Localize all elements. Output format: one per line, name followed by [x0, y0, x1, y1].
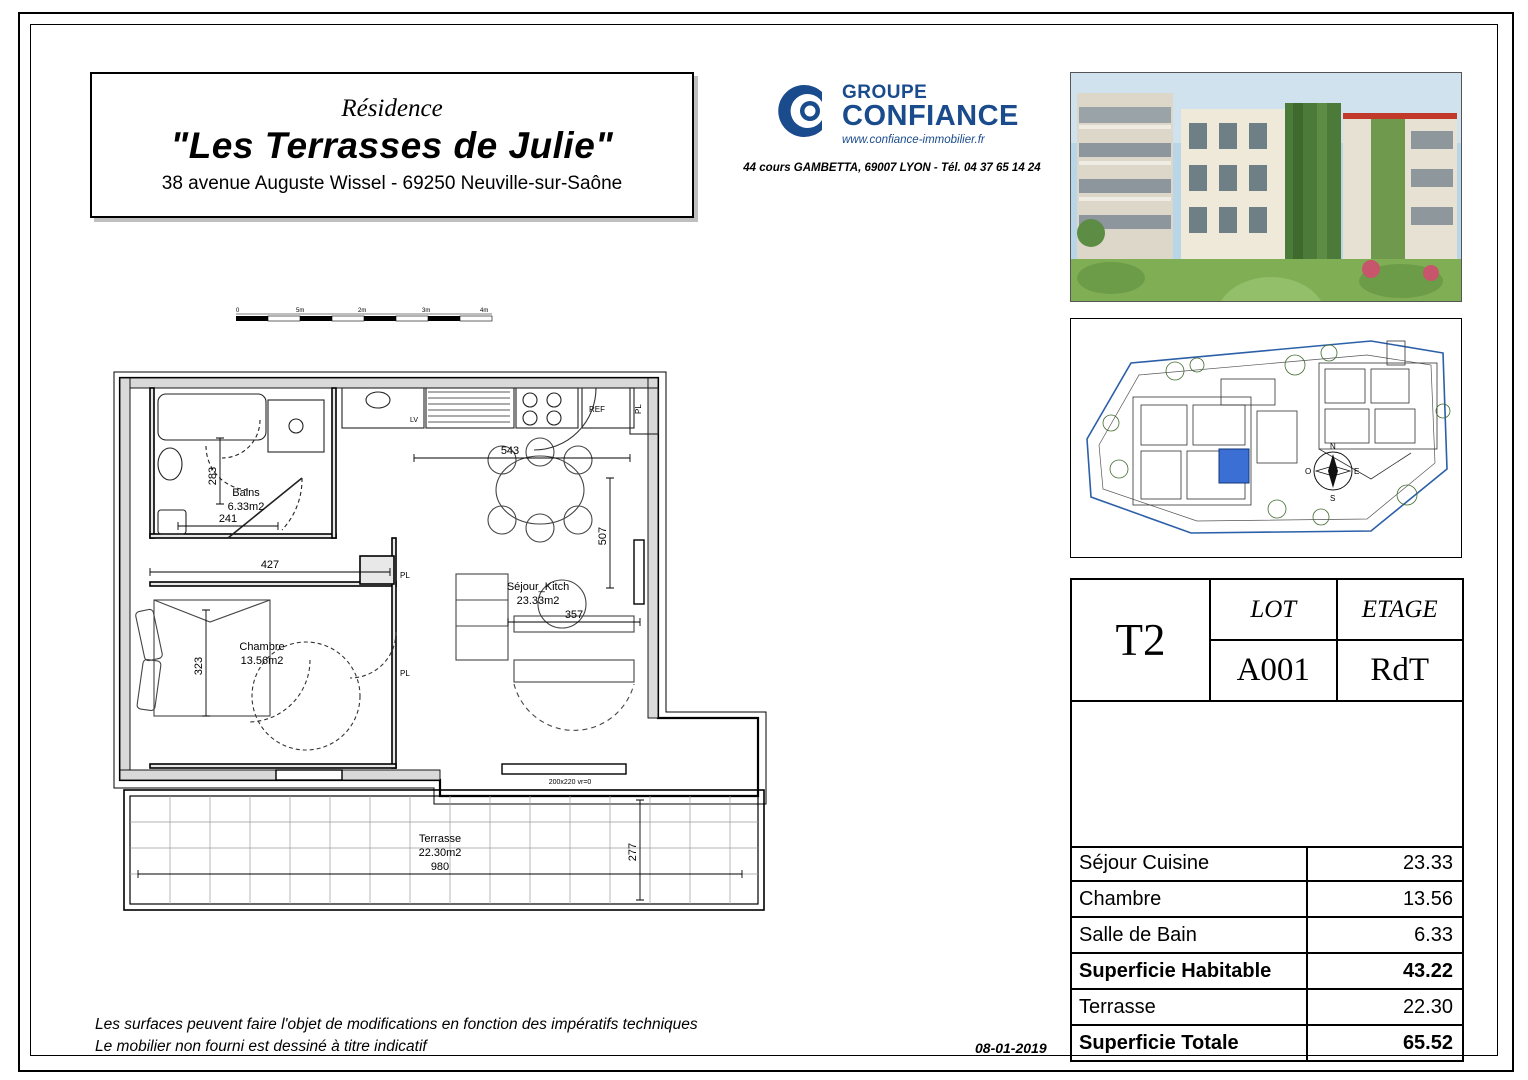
logo-website: www.confiance-immobilier.fr — [842, 134, 985, 146]
svg-text:23.33m2: 23.33m2 — [516, 595, 560, 607]
residence-name: "Les Terrasses de Julie" — [170, 125, 614, 166]
scale-bar — [236, 305, 494, 327]
surface-value: 23.33 — [1402, 851, 1453, 874]
svg-text:N: N — [1330, 442, 1336, 451]
surface-value: 6.33 — [1414, 923, 1453, 946]
building-photo — [1070, 72, 1462, 302]
svg-text:543: 543 — [500, 445, 520, 457]
table-row — [1072, 1024, 1462, 1060]
logo-address: 44 cours GAMBETTA, 69007 LYON - Tél. 04 37 65 14 24 — [743, 162, 1041, 174]
svg-text:PL: PL — [400, 571, 410, 580]
svg-text:13.56m2: 13.56m2 — [240, 655, 284, 667]
svg-text:980: 980 — [430, 861, 450, 873]
surfaces-table — [1070, 846, 1464, 1062]
surface-label: Salle de Bain — [1072, 918, 1308, 952]
floor-plan — [110, 360, 800, 940]
residence-label: Résidence — [341, 95, 443, 122]
svg-text:E: E — [1354, 467, 1360, 476]
table-row — [1072, 916, 1462, 952]
svg-text:283: 283 — [207, 466, 219, 486]
svg-text:277: 277 — [627, 842, 639, 862]
surface-label: Séjour Cuisine — [1072, 846, 1308, 880]
svg-text:PL: PL — [634, 404, 643, 414]
svg-text:5m: 5m — [296, 308, 305, 314]
svg-text:323: 323 — [193, 656, 205, 676]
surface-label: Superficie Habitable — [1072, 954, 1308, 988]
table-row — [1072, 880, 1462, 916]
etage-header: ETAGE — [1361, 595, 1438, 623]
svg-text:2m: 2m — [358, 308, 367, 314]
surface-label: Superficie Totale — [1072, 1026, 1308, 1060]
svg-text:Terrasse: Terrasse — [418, 833, 462, 845]
svg-text:O: O — [1305, 467, 1312, 476]
svg-text:241: 241 — [218, 513, 238, 525]
svg-text:Séjour_Kitch: Séjour_Kitch — [506, 581, 570, 593]
surface-label: Chambre — [1072, 882, 1308, 916]
lot-header: LOT — [1211, 580, 1338, 639]
table-row — [1072, 846, 1462, 880]
footer-disclaimer — [95, 1014, 855, 1059]
etage-value: RdT — [1370, 652, 1430, 688]
svg-text:3m: 3m — [422, 308, 431, 314]
logo-line-1: GROUPE — [842, 82, 928, 103]
plan-date: 08-01-2019 — [975, 1040, 1047, 1056]
svg-text:Chambre: Chambre — [239, 641, 285, 653]
svg-text:Bains: Bains — [232, 487, 260, 499]
title-block — [90, 72, 694, 218]
svg-text:507: 507 — [597, 526, 609, 546]
svg-text:22.30m2: 22.30m2 — [418, 847, 462, 859]
svg-text:REF: REF — [589, 405, 605, 414]
svg-text:6.33m2: 6.33m2 — [227, 501, 265, 513]
apartment-type: T2 — [1072, 580, 1211, 700]
surface-value: 65.52 — [1402, 1031, 1453, 1054]
svg-text:4m: 4m — [480, 308, 489, 314]
confiance-c-icon — [762, 80, 834, 142]
svg-text:S: S — [1330, 494, 1336, 503]
surface-value: 22.30 — [1402, 995, 1453, 1018]
svg-text:LV: LV — [410, 417, 419, 424]
surface-value: 43.22 — [1402, 959, 1453, 982]
table-row — [1072, 988, 1462, 1024]
residence-address: 38 avenue Auguste Wissel - 69250 Neuville-sur-Saône — [161, 173, 623, 194]
site-plan — [1070, 318, 1462, 558]
lot-notes-area — [1070, 698, 1464, 848]
table-row — [1072, 952, 1462, 988]
svg-text:PL: PL — [400, 669, 410, 678]
surface-label: Terrasse — [1072, 990, 1308, 1024]
svg-text:200x220 vr=0: 200x220 vr=0 — [548, 779, 592, 786]
company-logo — [742, 78, 1042, 188]
svg-text:0: 0 — [236, 308, 240, 314]
logo-line-2: CONFIANCE — [842, 100, 1019, 132]
disclaimer-line-2: Le mobilier non fourni est dessiné à titre indicatif — [95, 1038, 427, 1056]
disclaimer-line-1: Les surfaces peuvent faire l'objet de modifications en fonction des impératifs techniques — [95, 1016, 698, 1033]
lot-value: A001 — [1211, 641, 1338, 700]
surface-value: 13.56 — [1402, 887, 1453, 910]
svg-text:357: 357 — [564, 609, 584, 621]
lot-table — [1070, 578, 1464, 702]
svg-text:427: 427 — [260, 559, 280, 571]
